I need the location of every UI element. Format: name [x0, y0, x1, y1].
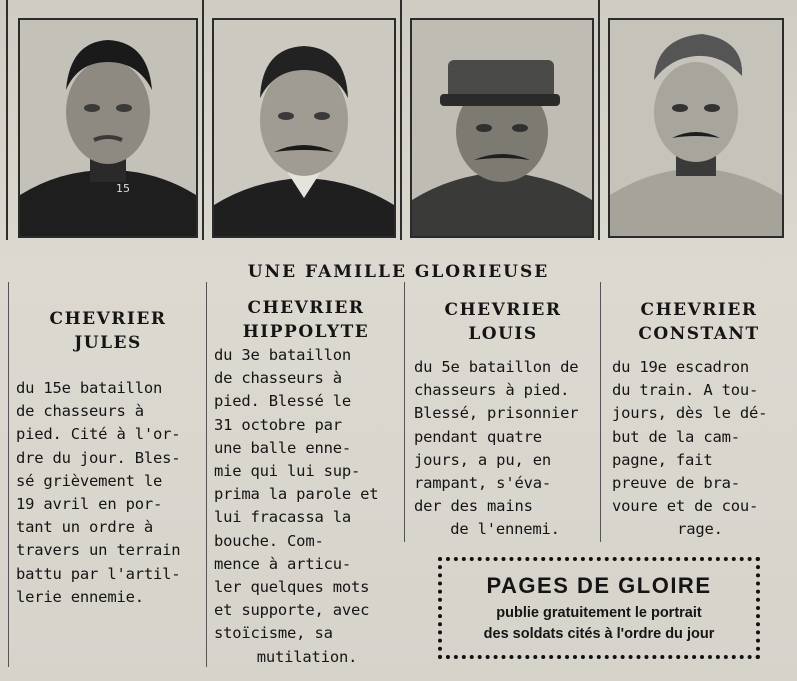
- text-line: du train. A tou-: [612, 381, 759, 400]
- soldier-name-louis: [408, 298, 598, 346]
- text-line: ler quelques mots: [214, 578, 370, 597]
- surname: CHEVRIER: [444, 300, 562, 320]
- text-line: de chasseurs à: [16, 402, 144, 421]
- text-line: rage.: [677, 520, 723, 539]
- text-line: jours, dès le dé-: [612, 404, 768, 423]
- advert-line: des soldats cités à l'ordre du jour: [483, 626, 715, 642]
- citation-text-hippolyte: [214, 344, 400, 669]
- text-line: pagne, fait: [612, 450, 713, 469]
- soldier-name-constant: [604, 298, 794, 346]
- text-line: chasseurs à pied.: [414, 381, 570, 400]
- soldier-portrait-image: [214, 20, 394, 236]
- surname: CHEVRIER: [247, 298, 365, 318]
- pages-de-gloire-advert: [438, 557, 760, 659]
- text-line: du 15e bataillon: [16, 379, 163, 397]
- column-rule: [8, 282, 9, 667]
- text-line: une balle enne-: [214, 438, 351, 457]
- column-rule: [600, 282, 601, 542]
- text-line: der des mains: [414, 497, 533, 516]
- text-line: dre du jour. Bles-: [16, 448, 181, 467]
- soldier-portrait-image: [412, 20, 592, 236]
- text-line: mie qui lui sup-: [214, 462, 361, 481]
- advert-title: PAGES DE GLOIRE: [486, 573, 712, 598]
- first-name: CONSTANT: [638, 324, 760, 344]
- text-line: du 19e escadron: [612, 358, 749, 376]
- photo-separator: [598, 0, 600, 240]
- first-name: HIPPOLYTE: [242, 322, 370, 342]
- text-line: bouche. Com-: [214, 531, 324, 550]
- text-line: preuve de bra-: [612, 474, 740, 493]
- surname: CHEVRIER: [49, 309, 167, 329]
- portrait-jules: [18, 18, 198, 238]
- text-line: rampant, s'éva-: [414, 474, 551, 493]
- text-line: pendant quatre: [414, 427, 542, 446]
- advert-line: publie gratuitement le portrait: [496, 605, 702, 621]
- text-line: de l'ennemi.: [450, 520, 560, 539]
- soldier-portrait-image: [610, 20, 782, 236]
- column-rule: [404, 282, 405, 542]
- portrait-louis: [410, 18, 594, 238]
- text-line: sé grièvement le: [16, 471, 163, 490]
- citation-text-louis: [414, 356, 596, 542]
- text-line: du 5e bataillon de: [414, 358, 579, 376]
- first-name: LOUIS: [468, 324, 538, 344]
- text-line: travers un terrain: [16, 541, 181, 560]
- text-line: tant un ordre à: [16, 518, 153, 537]
- text-line: de chasseurs à: [214, 369, 342, 388]
- text-line: du 3e bataillon: [214, 346, 351, 364]
- column-rule: [206, 282, 207, 667]
- text-line: Blessé, prisonnier: [414, 404, 579, 423]
- soldier-portrait-image: [20, 20, 196, 236]
- text-line: et supporte, avec: [214, 601, 370, 620]
- svg-text:15: 15: [116, 182, 130, 195]
- surname: CHEVRIER: [640, 300, 758, 320]
- text-line: pied. Blessé le: [214, 392, 351, 411]
- photo-separator: [6, 0, 8, 240]
- text-line: jours, a pu, en: [414, 450, 551, 469]
- text-line: 31 octobre par: [214, 415, 342, 434]
- soldier-name-jules: [14, 307, 202, 355]
- text-line: but de la cam-: [612, 427, 740, 446]
- text-line: lui fracassa la: [214, 508, 351, 527]
- first-name: JULES: [74, 333, 142, 353]
- text-line: lerie ennemie.: [16, 587, 144, 606]
- portrait-hippolyte: [212, 18, 396, 238]
- text-line: battu par l'artil-: [16, 564, 181, 583]
- text-line: voure et de cou-: [612, 497, 759, 516]
- soldier-name-hippolyte: [210, 296, 402, 344]
- photo-separator: [400, 0, 402, 240]
- photo-separator: [202, 0, 204, 240]
- article-heading: UNE FAMILLE GLORIEUSE: [247, 262, 550, 282]
- citation-text-jules: [16, 377, 200, 609]
- text-line: mence à articu-: [214, 554, 351, 573]
- text-line: stoïcisme, sa: [214, 624, 333, 643]
- citation-text-constant: [612, 356, 788, 542]
- text-line: pied. Cité à l'or-: [16, 425, 181, 444]
- text-line: 19 avril en por-: [16, 495, 163, 514]
- text-line: mutilation.: [256, 647, 358, 666]
- text-line: prima la parole et: [214, 485, 379, 504]
- portrait-constant: [608, 18, 784, 238]
